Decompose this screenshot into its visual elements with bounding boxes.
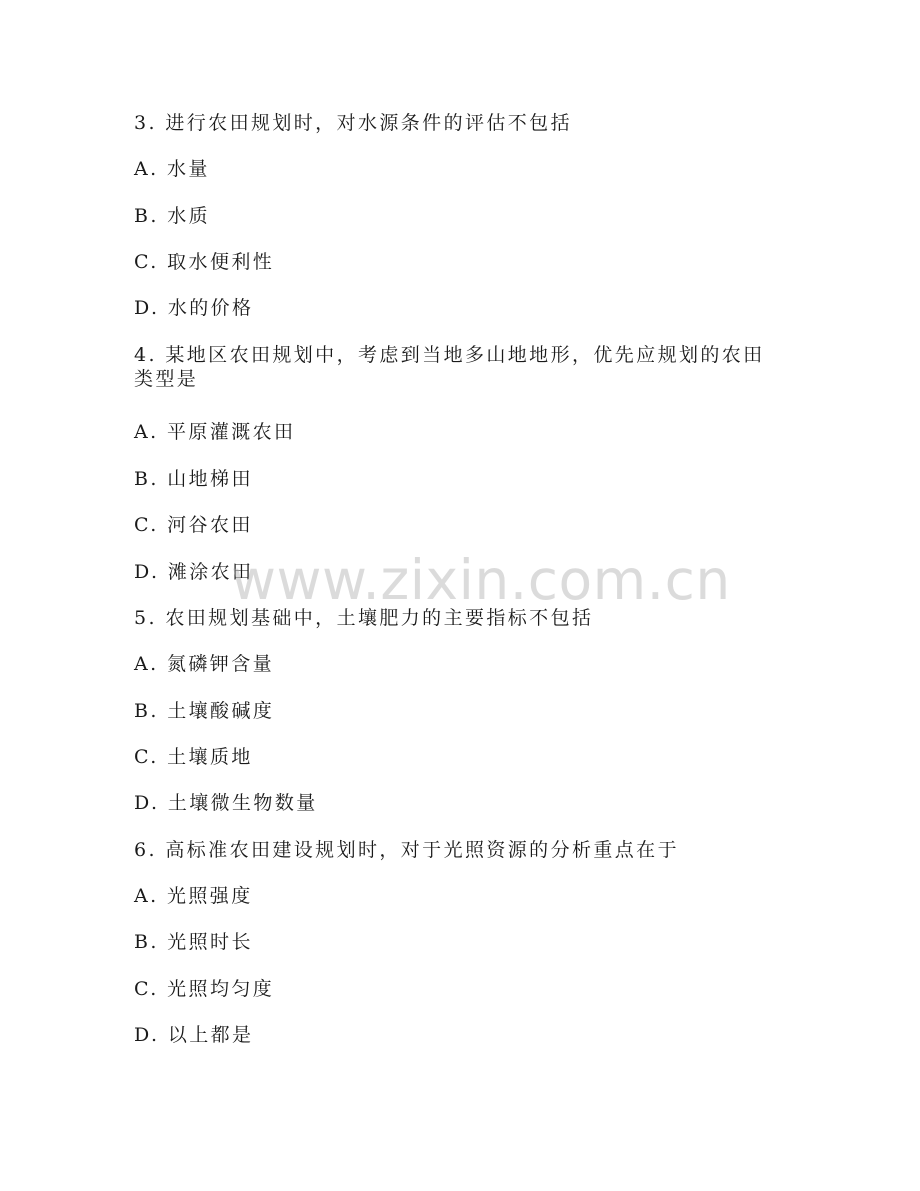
question-3-option-b: B. 水质 <box>134 205 211 227</box>
question-4-option-d: D. 滩涂农田 <box>134 561 254 583</box>
question-3-option-a: A. 水量 <box>134 158 210 180</box>
question-6-option-c: C. 光照均匀度 <box>134 978 275 1000</box>
question-5-option-d: D. 土壤微生物数量 <box>134 792 318 814</box>
question-5-option-a: A. 氮磷钾含量 <box>134 653 275 675</box>
question-6-option-b: B. 光照时长 <box>134 931 253 953</box>
question-5-option-b: B. 土壤酸碱度 <box>134 700 275 722</box>
question-5-option-c: C. 土壤质地 <box>134 746 253 768</box>
question-6-stem: 6. 高标准农田建设规划时，对于光照资源的分析重点在于 <box>134 839 679 861</box>
question-4-option-a: A. 平原灌溉农田 <box>134 421 296 443</box>
question-5-stem: 5. 农田规划基础中，土壤肥力的主要指标不包括 <box>134 607 594 629</box>
question-4-stem: 4. 某地区农田规划中，考虑到当地多山地地形，优先应规划的农田类型是 <box>134 344 765 390</box>
question-3-option-d: D. 水的价格 <box>134 297 254 319</box>
watermark: www.zixin.com.cn <box>231 548 731 612</box>
question-6-option-d: D. 以上都是 <box>134 1024 254 1046</box>
question-3-option-c: C. 取水便利性 <box>134 251 275 273</box>
question-6-option-a: A. 光照强度 <box>134 885 253 907</box>
question-4-option-b: B. 山地梯田 <box>134 468 253 490</box>
question-3-stem: 3. 进行农田规划时，对水源条件的评估不包括 <box>134 112 572 134</box>
question-4-option-c: C. 河谷农田 <box>134 514 253 536</box>
